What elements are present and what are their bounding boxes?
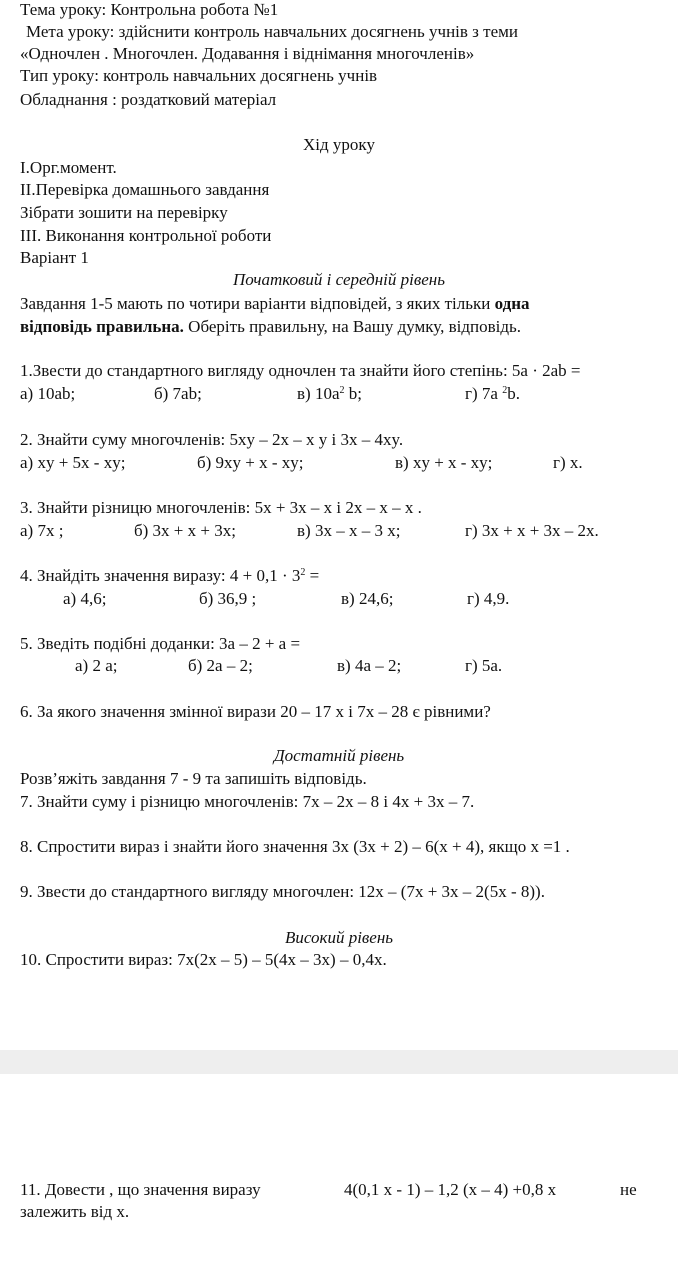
page-separator — [0, 1050, 678, 1074]
task5-option-b: б) 2a – 2; — [188, 656, 253, 675]
task4-question: 4. Знайдіть значення виразу: $4 + 0,1 \cdot 3^2$ = — [20, 566, 320, 585]
level2-intro: Розв’яжіть завдання 7 - 9 та запишіть відповідь. — [20, 769, 367, 788]
variant-label: Варіант 1 — [20, 248, 89, 267]
lesson-equipment: Обладнання : роздатковий матеріал — [20, 90, 277, 109]
lesson-topic: Тема уроку: Контрольна робота №1 — [20, 0, 279, 19]
task9-question: 9. Звести до стандартного вигляду многочлен: 12x – (7x + 3x – 2(5x - 8)). — [20, 882, 545, 901]
course-step2: ІІ.Перевірка домашнього завдання — [20, 180, 270, 199]
level1-title: Початковий і середній рівень — [233, 270, 445, 289]
task2-option-d: г) x. — [553, 453, 583, 472]
task11-text: 11. Довести , що значення виразу — [20, 1180, 261, 1199]
task10-question: 10. Спростити вираз: 7x(2x – 5) – 5(4x – 3x) – 0,4x. — [20, 950, 387, 969]
task5-option-d: г) 5a. — [465, 656, 503, 675]
task2-option-b: б) 9xy + x - xy; — [197, 453, 304, 472]
task11-line2: залежить від x. — [20, 1202, 130, 1221]
course-step1: І.Орг.момент. — [20, 158, 117, 177]
level3-title: Високий рівень — [284, 928, 394, 947]
task1-option-a: а) 10ab; — [20, 384, 76, 403]
task4-option-a: а) 4,6; — [63, 589, 107, 608]
worksheet-page-2 — [0, 1074, 678, 1271]
task1-option-b: б) 7ab; — [154, 384, 202, 403]
task3-option-a: а) 7x ; — [20, 521, 64, 540]
level1-intro-line1: Завдання 1-5 мають по чотири варіанти відповідей, з яких тільки одна — [20, 294, 530, 313]
task4-option-c: в) 24,6; — [341, 589, 394, 608]
task6-question: 6. За якого значення змінної вирази 20 – 17 x і 7x – 28 є рівними? — [20, 702, 491, 721]
task5-question: 5. Зведіть подібні доданки: 3a – 2 + a = — [20, 634, 301, 653]
task3-option-c: в) 3x – x – 3 x; — [297, 521, 401, 540]
level1-intro-line2: відповідь правильна. Оберіть правильну, на Вашу думку, відповідь. — [20, 317, 521, 336]
course-step3: ІІІ. Виконання контрольної роботи — [20, 226, 272, 245]
task7-question: 7. Знайти суму і різницю многочленів: 7x – 2x – 8 і 4x + 3x – 7. — [20, 792, 475, 811]
course-step2-note: Зібрати зошити на перевірку — [20, 203, 228, 222]
lesson-type: Тип уроку: контроль навчальних досягнень учнів — [20, 66, 378, 85]
task8-question: 8. Спростити вираз і знайти його значення 3x (3x + 2) – 6(x + 4), якщо x =1 . — [20, 837, 570, 856]
task1-option-d: г) 7a $^2$b. — [465, 384, 520, 403]
task3-option-d: г) 3x + x + 3x – 2x. — [465, 521, 599, 540]
lesson-goal-line1: Мета уроку: здійснити контроль навчальних досягнень учнів з теми — [26, 22, 518, 41]
task3-question: 3. Знайти різницю многочленів: 5x + 3x – x і 2x – x – x . — [20, 498, 422, 517]
task11-expression: 4(0,1 x - 1) – 1,2 (x – 4) +0,8 x — [344, 1180, 557, 1199]
task2-question: 2. Знайти суму многочленів: 5xy – 2x – x y і 3x – 4xy. — [20, 430, 404, 449]
task1-option-c: в) $10a^2$ b; — [297, 384, 362, 403]
task5-option-c: в) 4a – 2; — [337, 656, 402, 675]
task3-option-b: б) 3x + x + 3x; — [134, 521, 236, 540]
task2-option-c: в) xy + x - xy; — [395, 453, 493, 472]
task4-option-b: б) 36,9 ; — [199, 589, 257, 608]
lesson-goal-line2: «Одночлен . Многочлен. Додавання і віднімання многочленів» — [20, 44, 475, 63]
task5-option-a: а) 2 a; — [75, 656, 118, 675]
course-title: Хід уроку — [303, 135, 375, 154]
task2-option-a: а) xy + 5x - xy; — [20, 453, 126, 472]
task11-text-end: не — [620, 1180, 637, 1199]
task1-question: 1.Звести до стандартного вигляду одночлен та знайти його степінь: 5a · 2ab = — [20, 361, 581, 380]
task4-option-d: г) 4,9. — [467, 589, 510, 608]
level2-title: Достатній рівень — [273, 746, 405, 765]
